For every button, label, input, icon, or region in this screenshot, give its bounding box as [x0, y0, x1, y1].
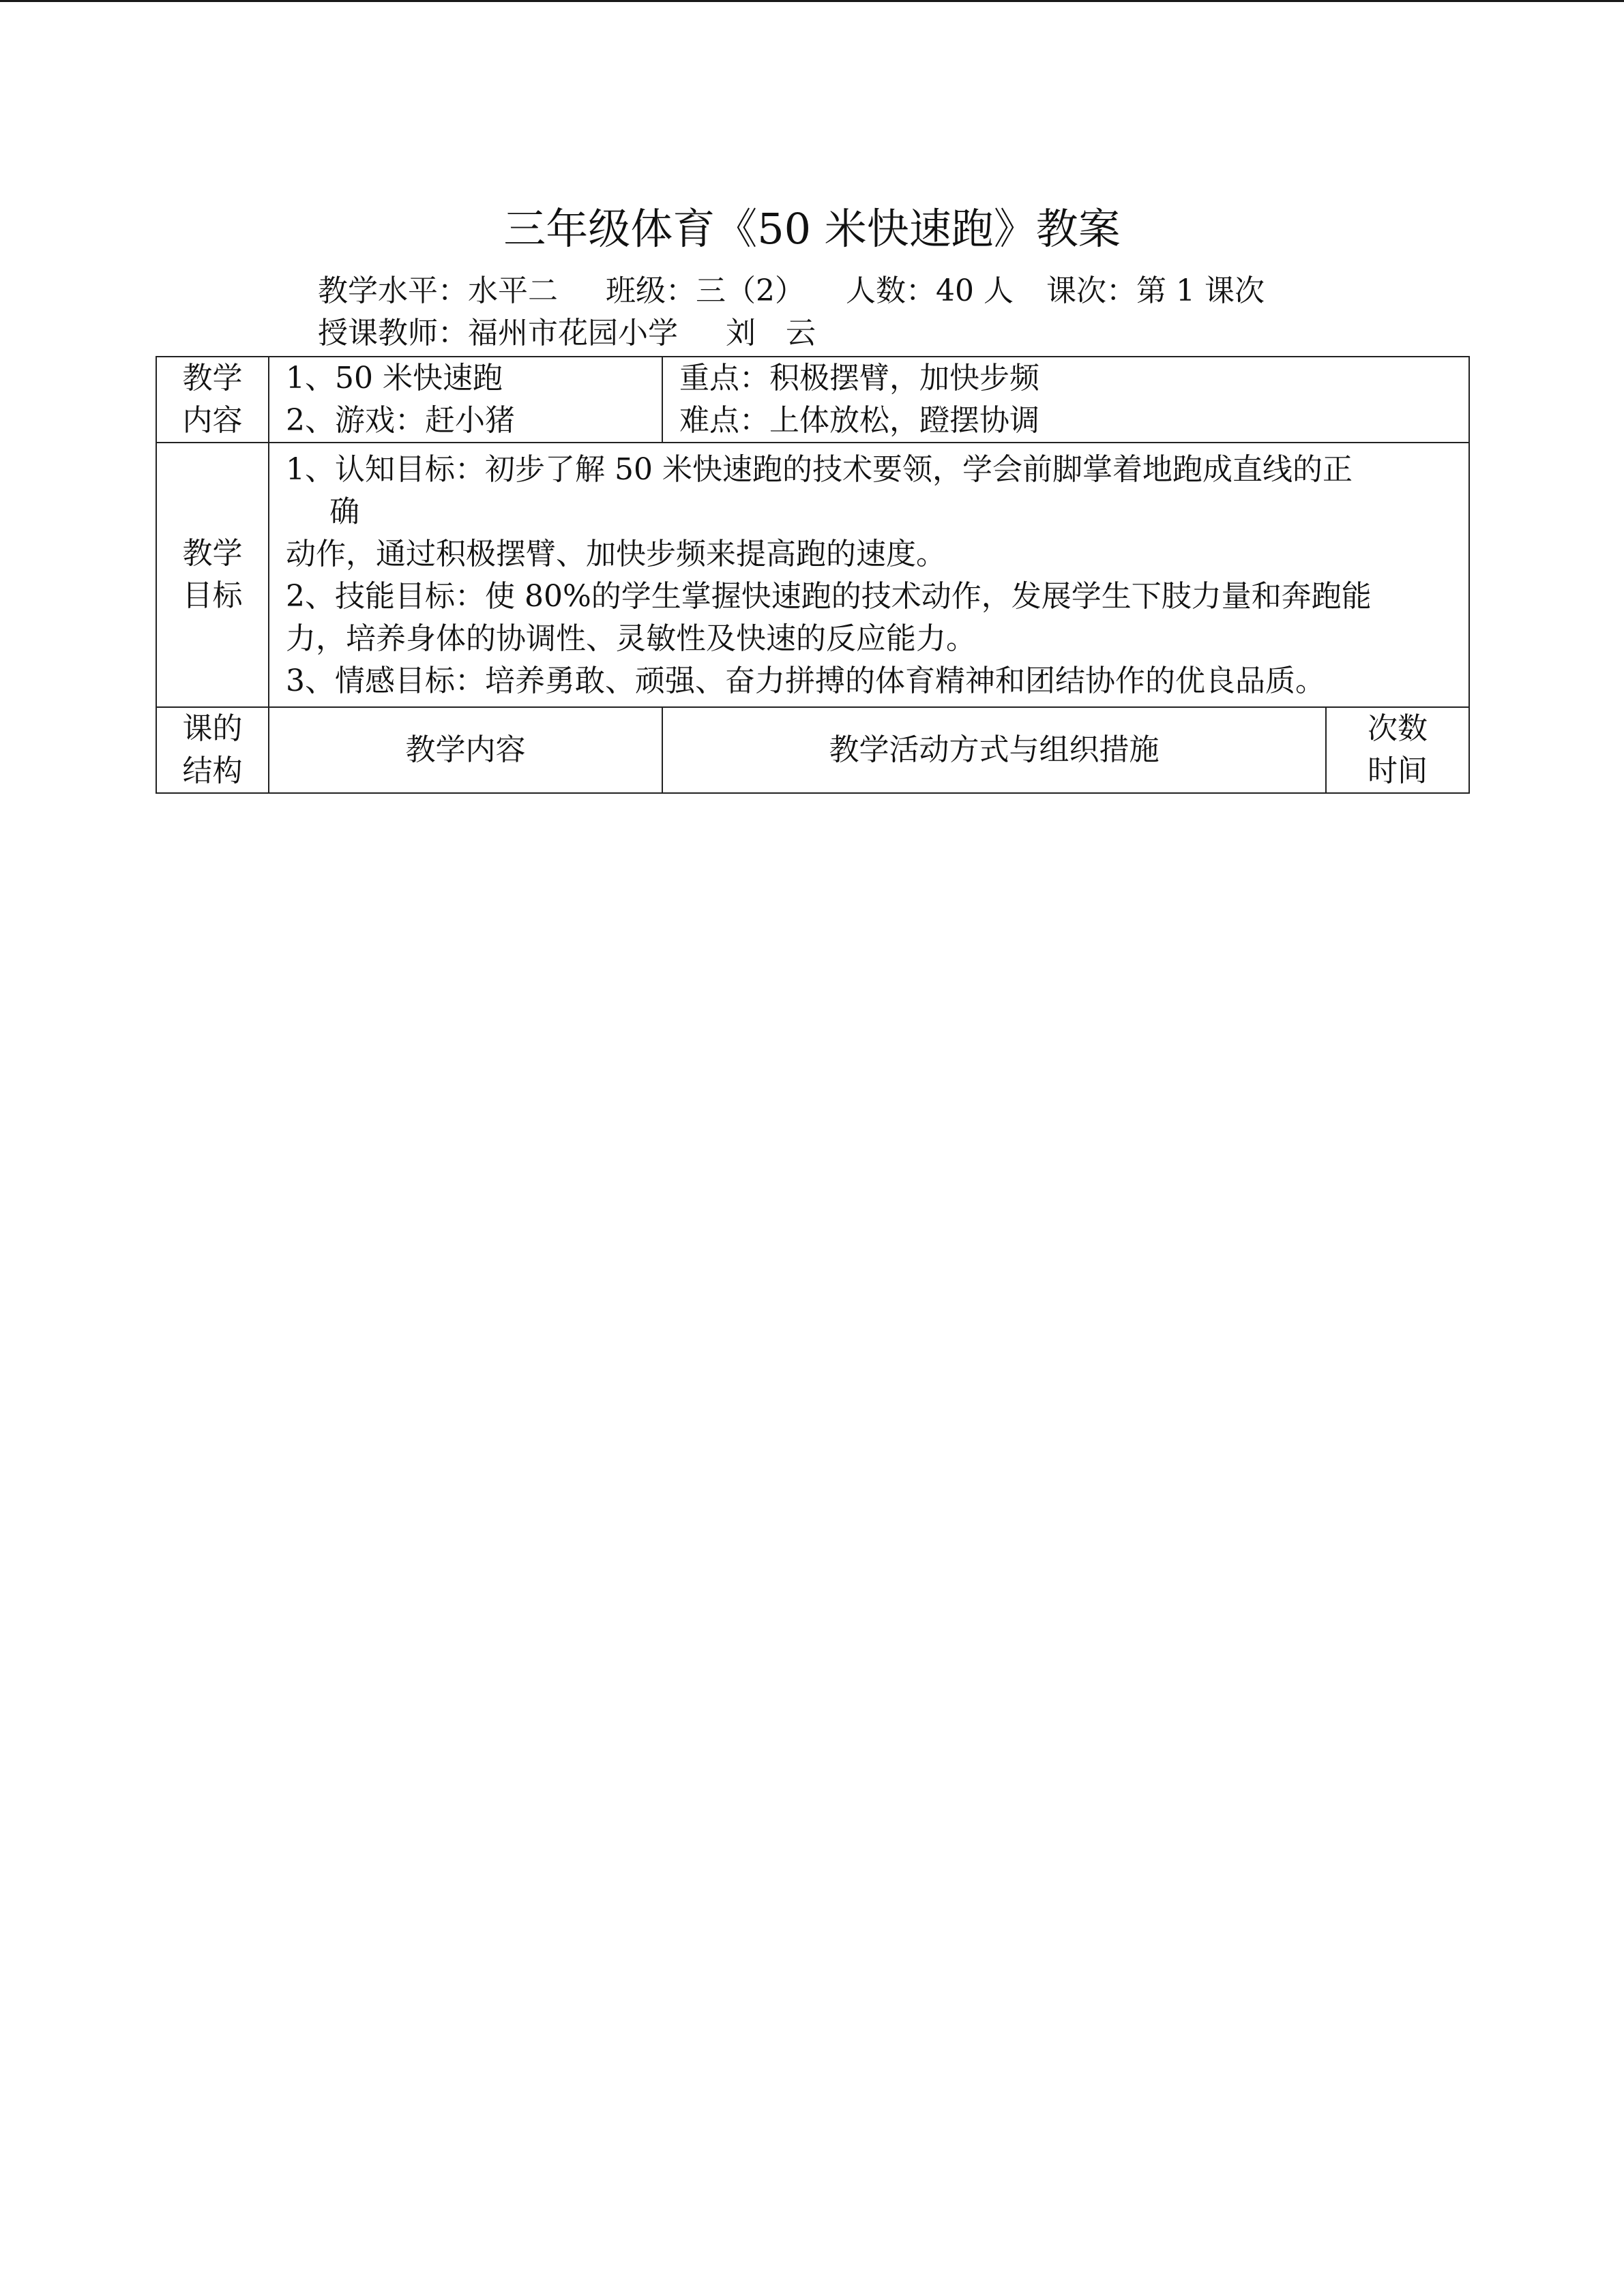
goal-line: 确 [329, 494, 359, 529]
goal-line: 2、技能目标：使 80%的学生掌握快速跑的技术动作，发展学生下肢力量和奔跑能 [286, 579, 1372, 614]
goal-line: 1、认知目标：初步了解 50 米快速跑的技术要领，学会前脚掌着地跑成直线的正 [286, 452, 1353, 487]
goals-row [156, 443, 1469, 707]
page-top-border [0, 0, 1624, 2]
difficulty-point: 难点：上体放松，蹬摆协调 [679, 403, 1039, 438]
class-info: 班级：三（2） [606, 273, 805, 308]
content-items-cell [269, 357, 662, 443]
student-count: 人数：40 人 [846, 273, 1014, 308]
activities-header-cell: 教学活动方式与组织措施 [662, 707, 1326, 793]
lesson-meta-line [318, 271, 1265, 311]
structure-header-cell: 课的 结构 [156, 707, 269, 793]
content-item: 2、游戏：赶小猪 [286, 403, 515, 438]
content-row [156, 357, 1469, 443]
goal-line: 力，培养身体的协调性、灵敏性及快速的反应能力。 [286, 621, 976, 656]
teacher-line [318, 314, 816, 353]
focus-difficulty-cell [662, 357, 1469, 443]
teaching-level: 教学水平：水平二 [318, 273, 558, 308]
content-label-cell: 教学 内容 [156, 357, 269, 443]
lesson-number: 课次：第 1 课次 [1046, 273, 1265, 308]
content-header-cell: 教学内容 [269, 707, 662, 793]
time-header-cell: 次数 时间 [1326, 707, 1469, 793]
lesson-plan-table [156, 356, 1470, 794]
goals-label-cell: 教学 目标 [156, 443, 269, 707]
teacher-school: 授课教师：福州市花园小学 [318, 316, 678, 351]
goal-line: 动作，通过积极摆臂、加快步频来提高跑的速度。 [286, 537, 946, 571]
teacher-name: 刘 云 [726, 316, 816, 351]
structure-header-row [156, 707, 1469, 793]
content-item: 1、50 米快速跑 [286, 361, 503, 396]
page-title: 三年级体育《50 米快速跑》教案 [503, 204, 1121, 254]
focus-point: 重点：积极摆臂，加快步频 [679, 361, 1039, 396]
goal-line: 3、情感目标：培养勇敢、顽强、奋力拼搏的体育精神和团结协作的优良品质。 [286, 664, 1325, 698]
goals-text-cell [269, 443, 1469, 707]
